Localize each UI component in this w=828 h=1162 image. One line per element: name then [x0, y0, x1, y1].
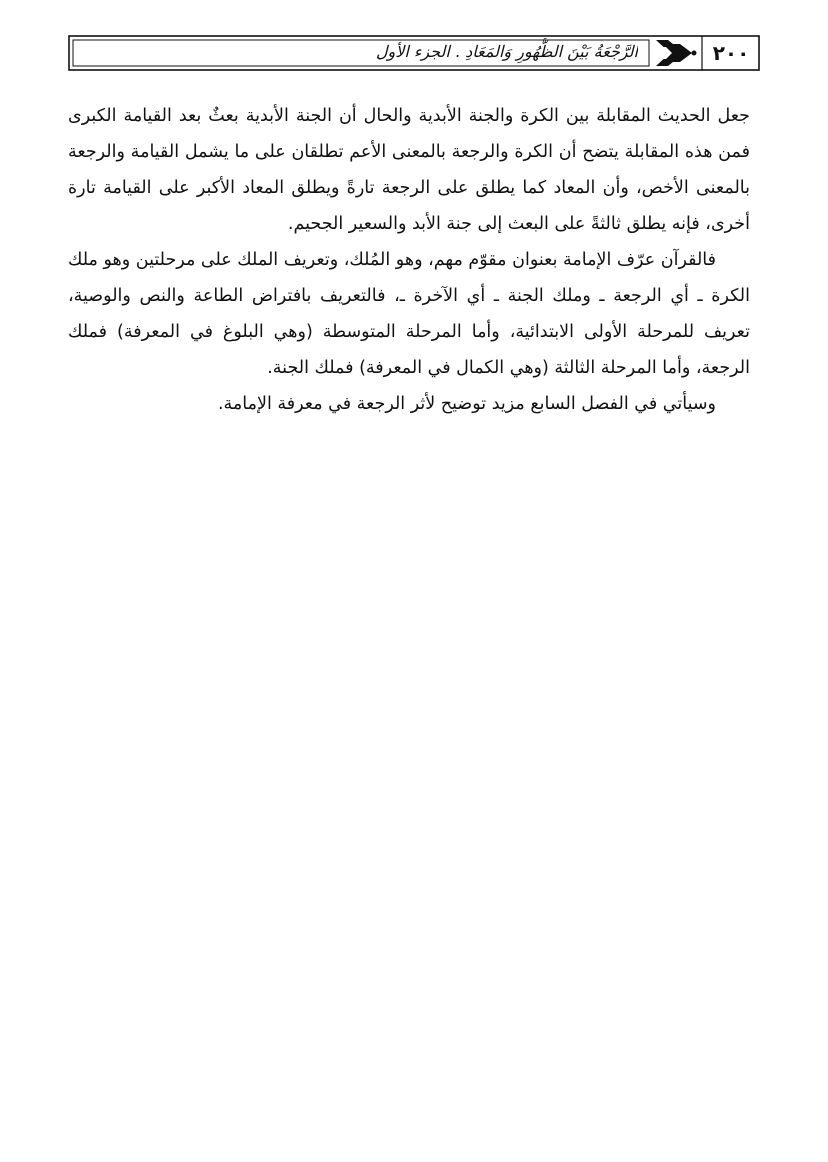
paragraph-1: جعل الحديث المقابلة بين الكرة والجنة الأبدية والحال أن الجنة الأبدية بعثٌ بعد القيامة الكبرى فمن هذه المقابلة يتضح أن الكرة والرجعة بالمعنى الأعم تطلقان على ما يشمل القيامة والرجعة بالمعنى الأخص، وأن المعاد كما يطلق على الرجعة تارةً ويطلق المعاد الأكبر على القيامة تارة أخرى، فإنه يطلق ثالثةً على البعث إلى جنة الأبد والسعير الجحيم.: [68, 106, 750, 234]
running-head-title: الرَّجْعَةُ بَيْنَ الظُّهُورِ وَالمَعَادِ . الجزء الأول: [375, 42, 638, 61]
body-text: [68, 98, 750, 422]
page-number: ٢٠٠: [712, 41, 750, 65]
paragraph-3: وسيأتي في الفصل السابع مزيد توضيح لأثر الرجعة في معرفة الإمامة.: [217, 394, 716, 414]
ornament-icon: [654, 38, 698, 68]
paragraph-2: فالقرآن عرّف الإمامة بعنوان مقوّم مهم، وهو المُلك، وتعريف الملك على مرحلتين وهو ملك الكرة ـ أي الرجعة ـ وملك الجنة ـ أي الآخرة ـ، فالتعريف بافتراض الطاعة والنص والوصية، تعريف للمرحلة الأولى الابتدائية، وأما المرحلة المتوسطة (وهي البلوغ في المعرفة) فملك الرجعة، وأما المرحلة الثالثة (وهي الكمال في المعرفة) فملك الجنة.: [68, 250, 750, 378]
page-header: [68, 35, 760, 71]
